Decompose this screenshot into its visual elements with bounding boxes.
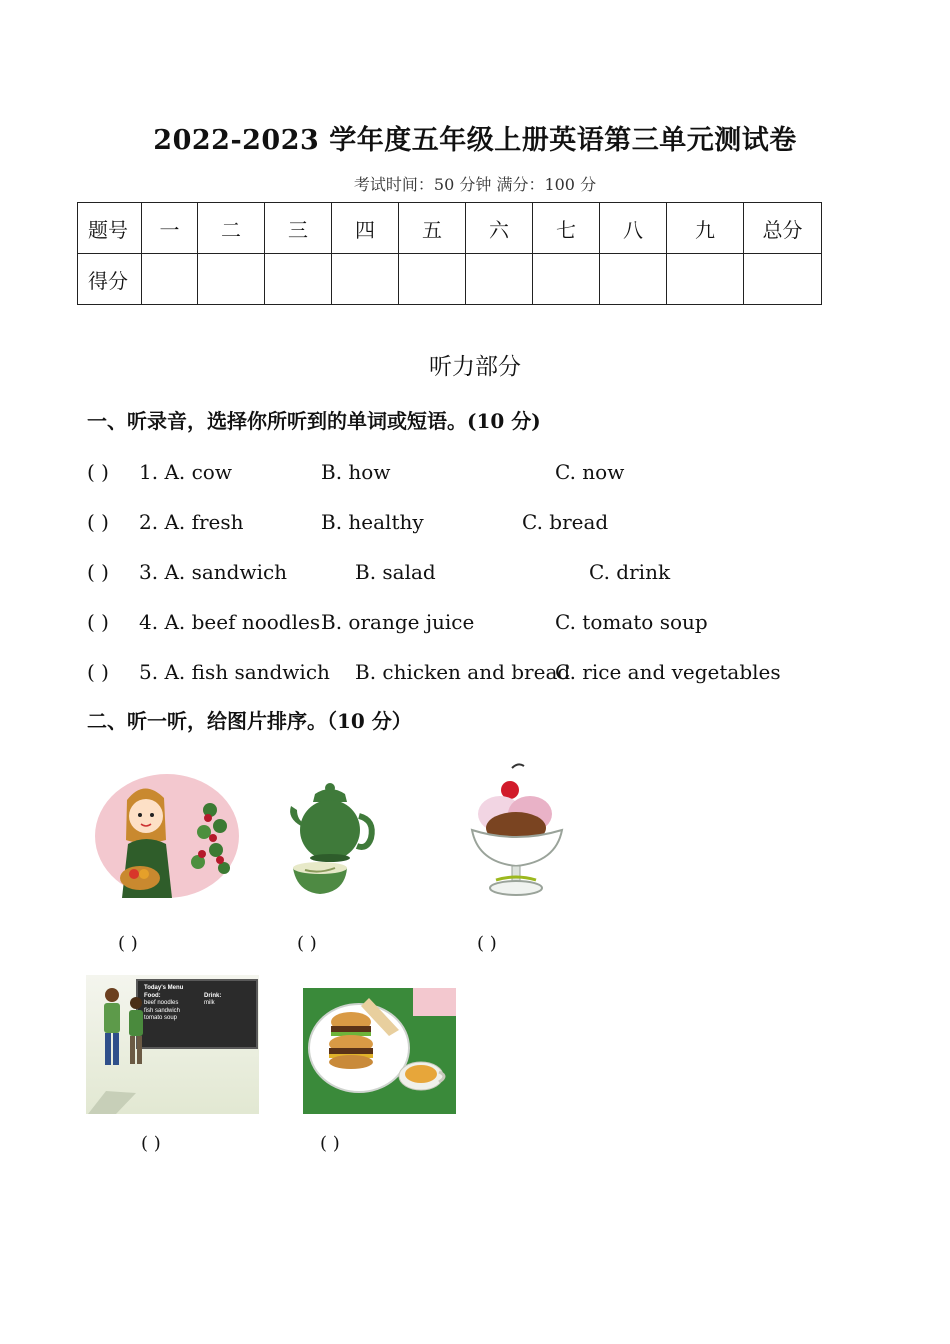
menu-food-item: beef noodles <box>144 1000 179 1006</box>
option-b: B. salad <box>355 560 436 584</box>
option-a: 5. A. fish sandwich <box>139 660 330 684</box>
children-figures <box>86 975 156 1114</box>
score-input-cell[interactable] <box>198 254 265 305</box>
score-cell: 四 <box>332 203 399 254</box>
page-title: 2022-2023 学年度五年级上册英语第三单元测试卷 <box>153 125 797 156</box>
menu-board-picture <box>86 975 259 1114</box>
question-row <box>87 610 887 640</box>
score-input-cell[interactable] <box>667 254 744 305</box>
menu-food-item: tomato soup <box>144 1015 178 1021</box>
listening-section-title: 听力部分 <box>429 354 521 380</box>
part1-heading: 一、听录音，选择你所听到的单词或短语。(10 分) <box>87 409 541 433</box>
option-c: C. bread <box>522 510 609 534</box>
option-c: C. now <box>555 460 625 484</box>
option-a: 4. A. beef noodles <box>139 610 321 634</box>
score-input-cell[interactable] <box>265 254 332 305</box>
option-b: B. how <box>321 460 391 484</box>
score-input-cell[interactable] <box>744 254 822 305</box>
girl-picking-grapes-picture <box>92 770 242 902</box>
question-row <box>87 510 887 540</box>
score-cell: 总分 <box>744 203 822 254</box>
question-row <box>87 460 887 490</box>
order-blank[interactable]: ( ) <box>141 1133 161 1154</box>
score-cell: 七 <box>533 203 600 254</box>
menu-title: Today's Menu <box>144 985 184 991</box>
score-input-cell[interactable] <box>332 254 399 305</box>
menu-drink-item: milk <box>204 1000 215 1006</box>
menu-food-label: Food: <box>144 992 161 999</box>
option-a: 1. A. cow <box>139 460 232 484</box>
order-blank[interactable]: ( ) <box>477 933 497 954</box>
score-input-cell[interactable] <box>466 254 533 305</box>
order-blank[interactable]: ( ) <box>297 933 317 954</box>
score-table <box>77 202 822 305</box>
option-c: C. drink <box>589 560 671 584</box>
option-b: B. chicken and bread <box>355 660 571 684</box>
menu-drink-label: Drink: <box>204 992 222 999</box>
option-c: C. tomato soup <box>555 610 708 634</box>
order-blank[interactable]: ( ) <box>320 1133 340 1154</box>
burger-tray-picture <box>303 988 456 1114</box>
question-row <box>87 560 887 590</box>
option-b: B. orange juice <box>321 610 475 634</box>
score-input-cell[interactable] <box>600 254 667 305</box>
score-cell: 六 <box>466 203 533 254</box>
option-b: B. healthy <box>321 510 424 534</box>
answer-blank[interactable]: ( ) <box>87 660 109 684</box>
menu-food-item: fish sandwich <box>144 1007 181 1014</box>
option-a: 3. A. sandwich <box>139 560 288 584</box>
score-cell: 得分 <box>78 254 142 305</box>
score-cell: 九 <box>667 203 744 254</box>
exam-info: 考试时间：50 分钟 满分：100 分 <box>353 175 597 194</box>
score-cell: 五 <box>399 203 466 254</box>
score-cell: 题号 <box>78 203 142 254</box>
option-c: C. rice and vegetables <box>555 660 781 684</box>
score-cell: 一 <box>142 203 198 254</box>
answer-blank[interactable]: ( ) <box>87 510 109 534</box>
part2-heading: 二、听一听，给图片排序。（10 分） <box>87 709 412 733</box>
ice-cream-picture <box>466 762 568 898</box>
score-input-cell[interactable] <box>142 254 198 305</box>
answer-blank[interactable]: ( ) <box>87 460 109 484</box>
score-cell: 二 <box>198 203 265 254</box>
answer-blank[interactable]: ( ) <box>87 610 109 634</box>
score-input-cell[interactable] <box>533 254 600 305</box>
option-a: 2. A. fresh <box>139 510 244 534</box>
teapot-picture <box>285 780 380 902</box>
score-input-cell[interactable] <box>399 254 466 305</box>
score-header-row <box>78 203 822 254</box>
score-cell: 八 <box>600 203 667 254</box>
score-value-row <box>78 254 822 305</box>
score-cell: 三 <box>265 203 332 254</box>
answer-blank[interactable]: ( ) <box>87 560 109 584</box>
question-row <box>87 660 887 690</box>
order-blank[interactable]: ( ) <box>118 933 138 954</box>
